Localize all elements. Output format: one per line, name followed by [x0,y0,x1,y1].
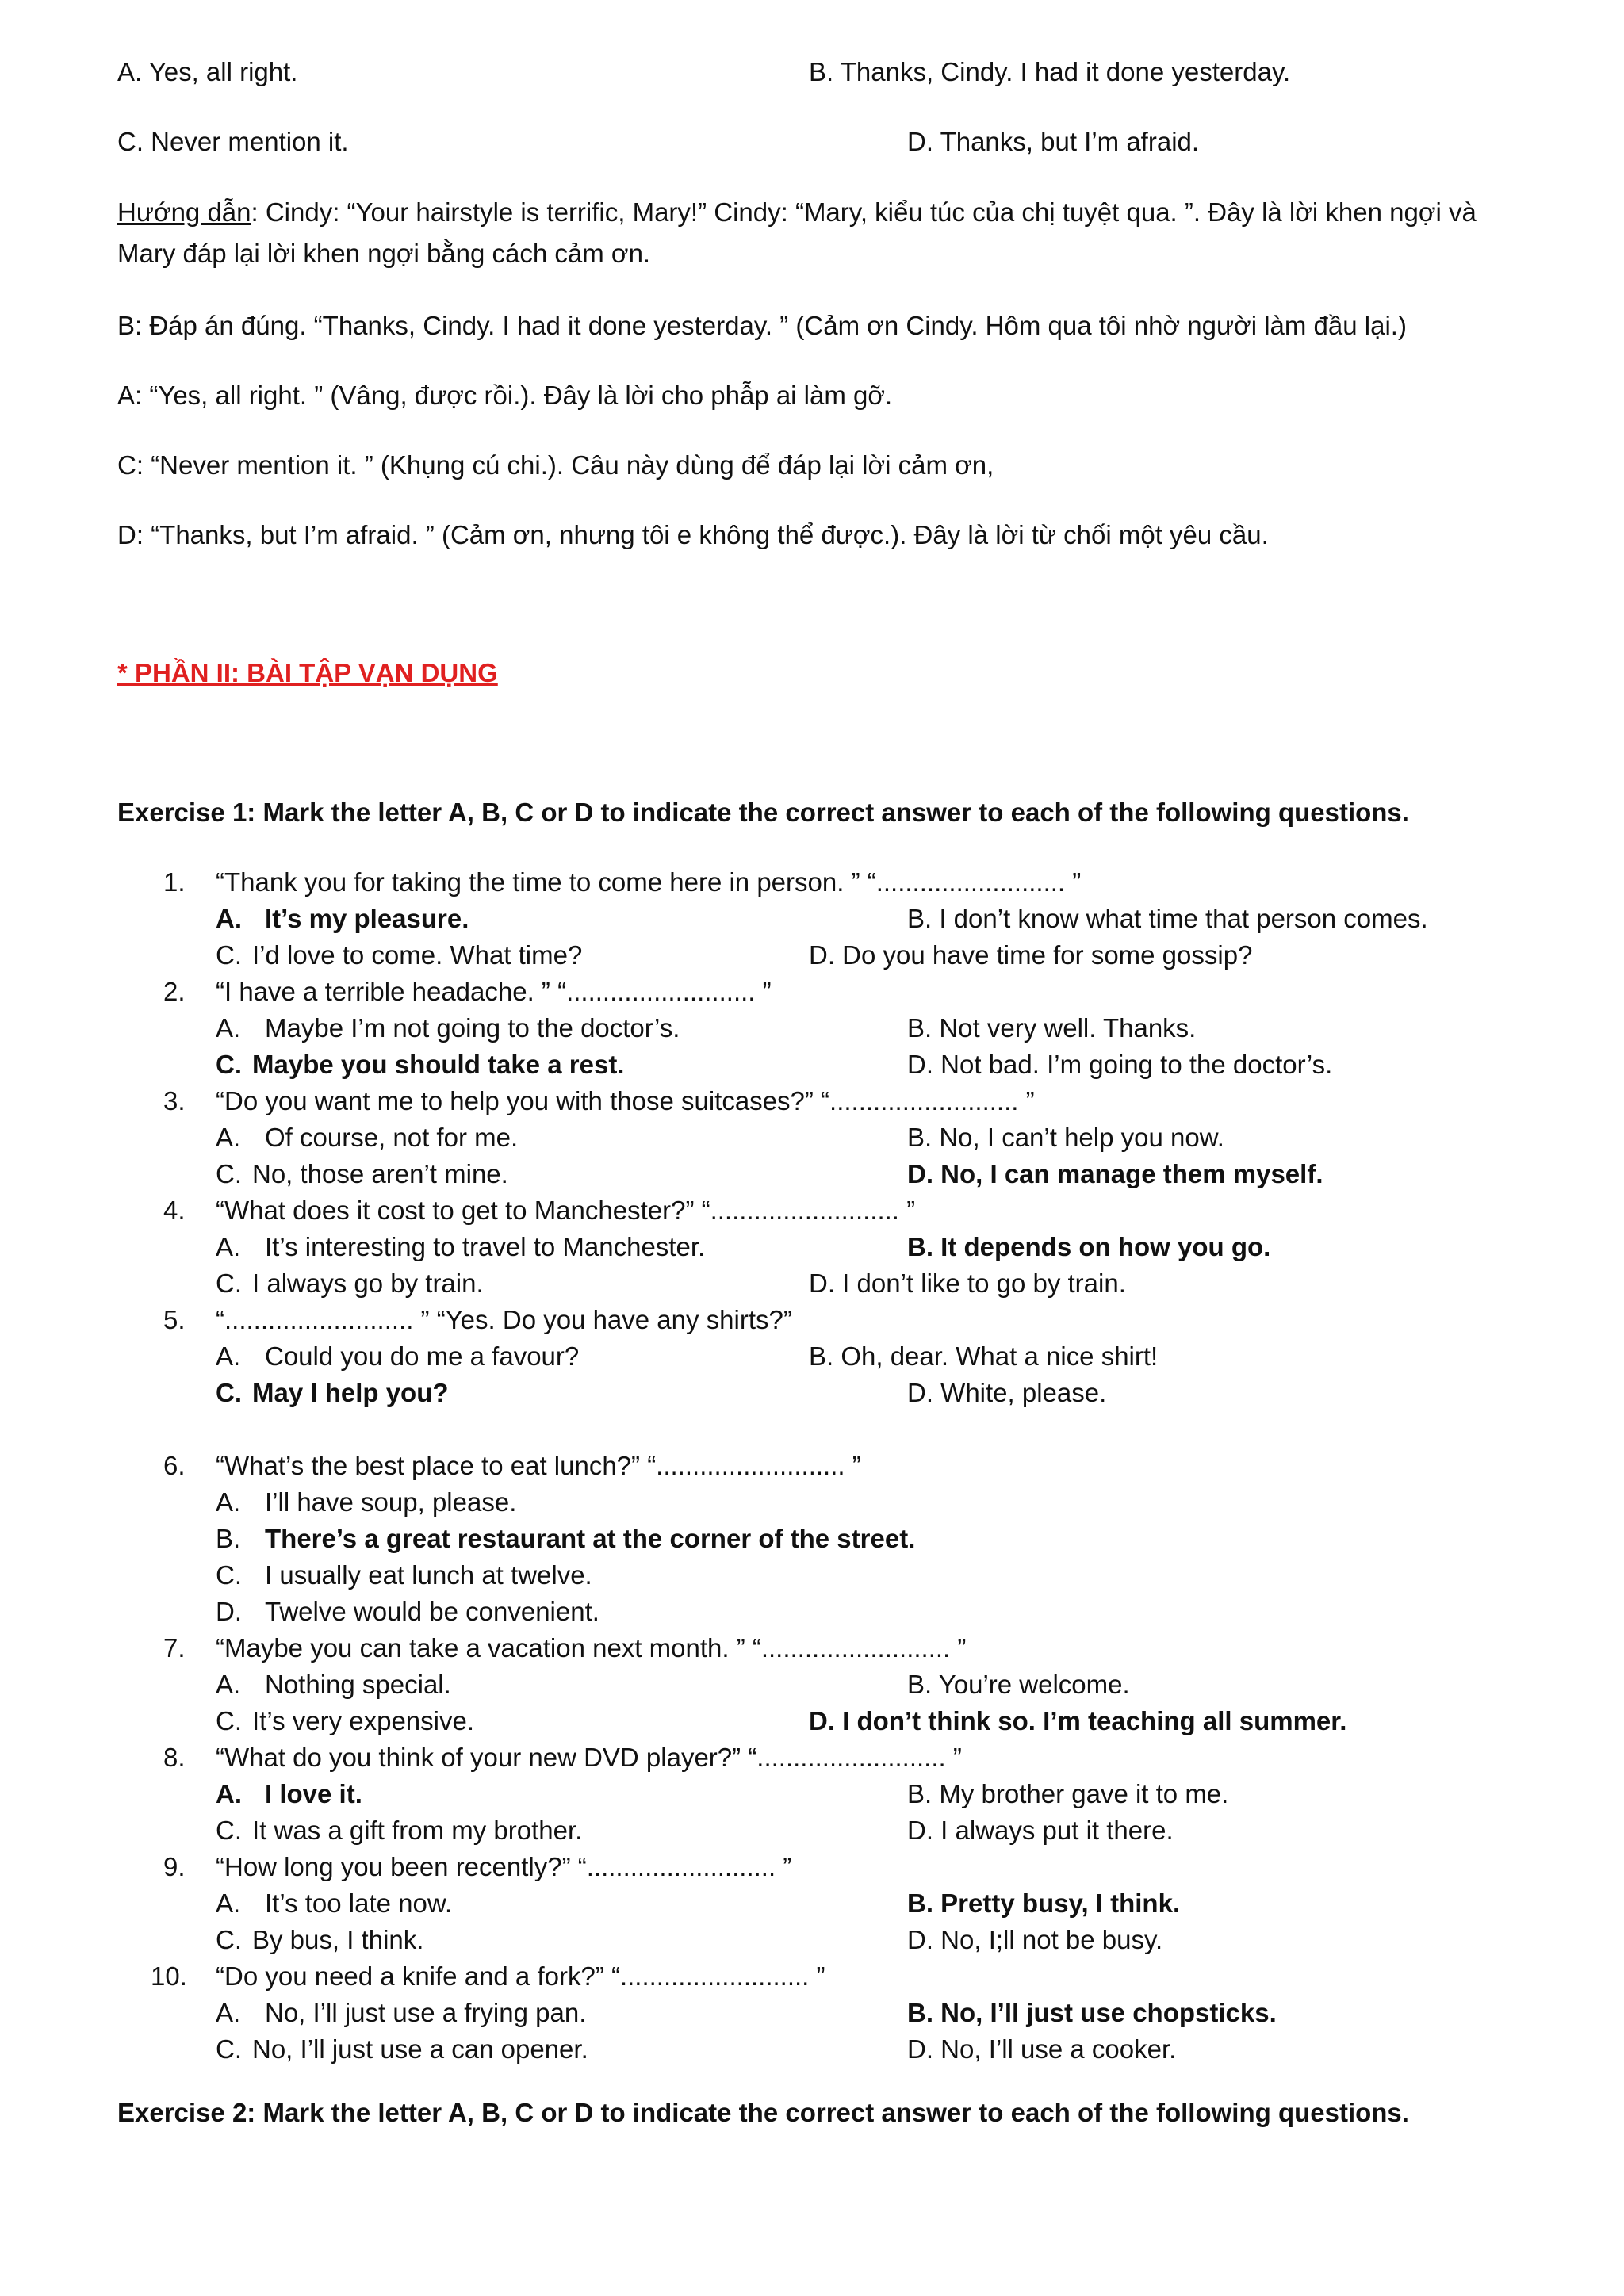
q6-option-d: D. Twelve would be convenient. [216,1597,599,1626]
guide-line-b: B: Đáp án đúng. “Thanks, Cindy. I had it done yesterday. ” (Cảm ơn Cindy. Hôm qua tôi nhờ người làm đầu lại.) [117,311,1407,340]
q5-option-a: A. Could you do me a favour? [216,1341,580,1371]
q2-option-a: A. Maybe I’m not going to the doctor’s. [216,1013,680,1043]
question-number: 6. [163,1451,186,1480]
question-stem: “Do you need a knife and a fork?” “.......................... ” [216,1961,825,1991]
guide-text: : Cindy: “Your hairstyle is terrific, Mary!” Cindy: “Mary, kiểu túc của chị tuyệt qua. ”. Đây là lời khen ngợi và Mary đáp lại lời khen ngợi bằng cách cảm ơn. [117,197,1477,268]
prev-option-a: A. Yes, all right. [117,57,298,86]
q3-option-b: B. No, I can’t help you now. [907,1123,1224,1152]
q6-option-a: A. I’ll have soup, please. [216,1487,517,1517]
q5-option-d: D. White, please. [907,1378,1107,1407]
prev-option-b: B. Thanks, Cindy. I had it done yesterday. [809,57,1291,86]
question-number: 5. [163,1305,186,1334]
q9-option-c: C. By bus, I think. [216,1925,424,1954]
prev-option-c: C. Never mention it. [117,127,349,156]
q3-option-d: D. No, I can manage them myself. [907,1159,1323,1188]
q1-option-a: A. It’s my pleasure. [216,904,469,933]
q5-option-b: B. Oh, dear. What a nice shirt! [809,1341,1159,1371]
question-stem: “I have a terrible headache. ” “.......................... ” [216,977,772,1006]
q6-option-b: B. There’s a great restaurant at the corner of the street. [216,1524,916,1553]
q3-option-c: C. No, those aren’t mine. [216,1159,508,1188]
q10-option-b: B. No, I’ll just use chopsticks. [907,1998,1277,2027]
question-stem: “How long you been recently?” “.......................... ” [216,1852,792,1881]
question-stem: “Thank you for taking the time to come here in person. ” “.......................... ” [216,867,1082,897]
q4-option-a: A. It’s interesting to travel to Manchester. [216,1232,706,1261]
question-number: 1. [163,867,186,897]
q8-option-d: D. I always put it there. [907,1816,1174,1845]
q4-option-c: C. I always go by train. [216,1269,484,1298]
exercise-2-title: Exercise 2: Mark the letter A, B, C or D to indicate the correct answer to each of the following questions. [117,2098,1409,2127]
q9-option-a: A. It’s too late now. [216,1888,453,1918]
question-number: 10. [151,1961,187,1991]
q8-option-a: A. I love it. [216,1779,362,1808]
exercise-1-title: Exercise 1: Mark the letter A, B, C or D to indicate the correct answer to each of the following questions. [117,798,1409,827]
guide-label: Hướng dẫn [117,197,251,227]
q7-option-a: A. Nothing special. [216,1670,451,1699]
question-number: 9. [163,1852,186,1881]
q9-option-b: B. Pretty busy, I think. [907,1888,1181,1918]
q2-option-b: B. Not very well. Thanks. [907,1013,1197,1043]
guide-line-c: C: “Never mention it. ” (Khụng cú chi.). Câu này dùng để đáp lại lời cảm ơn, [117,450,994,480]
q10-option-a: A. No, I’ll just use a frying pan. [216,1998,587,2027]
question-number: 7. [163,1633,186,1663]
q10-option-c: C. No, I’ll just use a can opener. [216,2034,588,2064]
question-stem: “What does it cost to get to Manchester?” “.......................... ” [216,1196,916,1225]
question-stem: “What’s the best place to eat lunch?” “.......................... ” [216,1451,861,1480]
q1-option-d: D. Do you have time for some gossip? [809,940,1253,970]
question-number: 2. [163,977,186,1006]
q3-option-a: A. Of course, not for me. [216,1123,519,1152]
q1-option-b: B. I don’t know what time that person comes. [907,904,1428,933]
prev-option-d: D. Thanks, but I’m afraid. [907,127,1200,156]
question-stem: “What do you think of your new DVD player?” “.......................... ” [216,1743,962,1772]
q9-option-d: D. No, I;ll not be busy. [907,1925,1163,1954]
q4-option-d: D. I don’t like to go by train. [809,1269,1126,1298]
question-stem: “Maybe you can take a vacation next month. ” “.......................... ” [216,1633,967,1663]
q1-option-c: C. I’d love to come. What time? [216,940,583,970]
q8-option-c: C. It was a gift from my brother. [216,1816,583,1845]
question-stem: “.......................... ” “Yes. Do you have any shirts?” [216,1305,792,1334]
q10-option-d: D. No, I’ll use a cooker. [907,2034,1177,2064]
q8-option-b: B. My brother gave it to me. [907,1779,1229,1808]
q7-option-d: D. I don’t think so. I’m teaching all summer. [809,1706,1347,1735]
guide-line-d: D: “Thanks, but I’m afraid. ” (Cảm ơn, nhưng tôi e không thể được.). Đây là lời từ chối một yêu cầu. [117,520,1269,549]
question-number: 3. [163,1086,186,1115]
q2-option-d: D. Not bad. I’m going to the doctor’s. [907,1050,1333,1079]
q7-option-c: C. It’s very expensive. [216,1706,475,1735]
q7-option-b: B. You’re welcome. [907,1670,1130,1699]
guide-paragraph [117,192,1537,274]
q4-option-b: B. It depends on how you go. [907,1232,1271,1261]
q2-option-c: C. Maybe you should take a rest. [216,1050,625,1079]
q6-option-c: C. I usually eat lunch at twelve. [216,1560,592,1590]
question-stem: “Do you want me to help you with those suitcases?” “.......................... ” [216,1086,1035,1115]
question-number: 4. [163,1196,186,1225]
section-title: * PHẦN II: BÀI TẬP VẠN DỤNG [117,658,498,687]
guide-line-a: A: “Yes, all right. ” (Vâng, được rồi.). Đây là lời cho phẫp ai làm gỡ. [117,381,893,410]
q5-option-c: C. May I help you? [216,1378,449,1407]
question-number: 8. [163,1743,186,1772]
